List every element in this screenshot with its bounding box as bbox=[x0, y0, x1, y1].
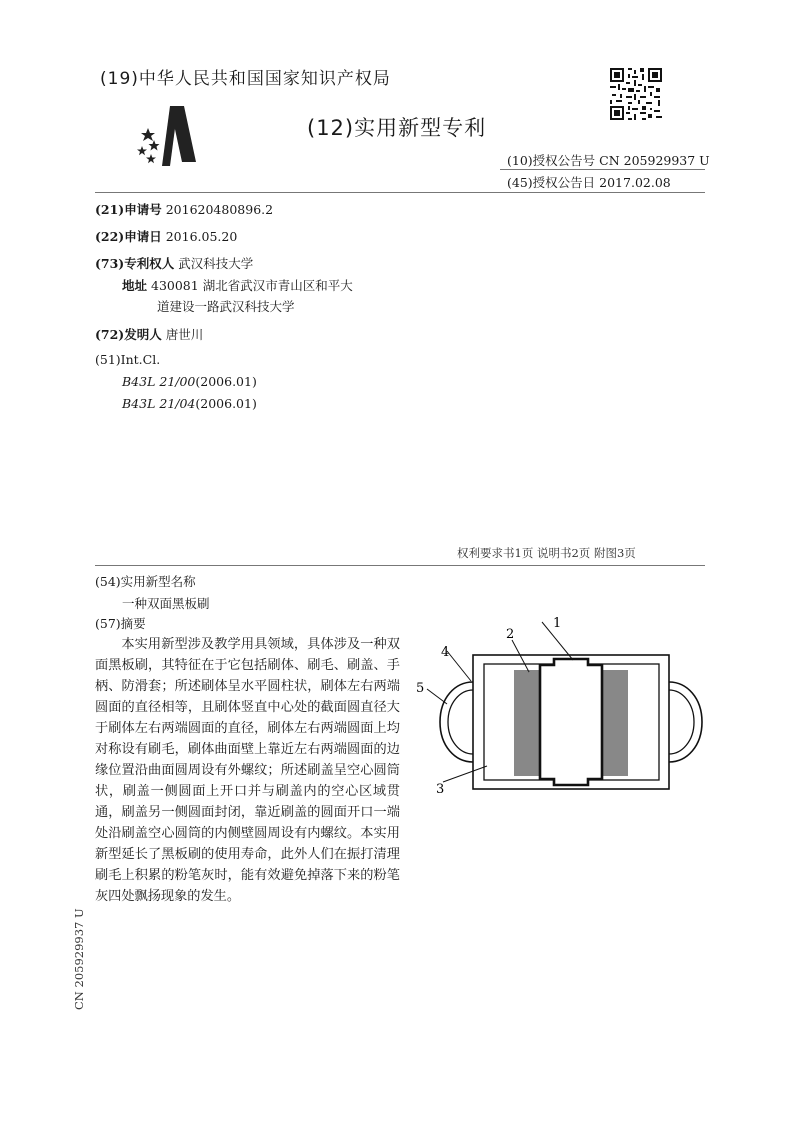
label-3: 3 bbox=[436, 782, 445, 797]
publication-number-label: (10)授权公告号 bbox=[507, 153, 596, 168]
ipc-version: (2006.01) bbox=[195, 374, 257, 389]
leader-line-5 bbox=[427, 689, 447, 704]
handle-right bbox=[669, 682, 702, 762]
address-label: 地址 bbox=[122, 278, 148, 293]
publication-date-label: (45)授权公告日 bbox=[507, 175, 596, 190]
patentee: 武汉科技大学 bbox=[178, 256, 254, 271]
cnipa-logo-icon bbox=[132, 102, 212, 172]
int-cl-label: (51)Int.Cl. bbox=[95, 352, 161, 367]
brush-body bbox=[540, 659, 602, 785]
inventor-row bbox=[95, 325, 203, 343]
address-line-1: 430081 湖北省武汉市青山区和平大 bbox=[151, 278, 353, 293]
abstract-text: 本实用新型涉及教学用具领域，具体涉及一种双面黑板刷，其特征在于它包括刷体、刷毛、刷盖、手柄、防滑套；所述刷体呈水平圆柱状，刷体左右两端圆面的直径相等，且刷体竖直中心处的截面圆直径大于刷体左右两端圆面的直径，刷体左右两端圆面上均对称设有刷毛，刷体曲面壁上靠近左右两端圆面的边缘位置沿曲面圆周设有外螺纹；所述刷盖呈空心圆筒状，刷盖一侧圆面上开口并与刷盖内的空心区域贯通，刷盖另一侧圆面封闭，靠近刷盖的圆面开口一端处沿刷盖空心圆筒的内侧壁圆周设有内螺纹。本实用新型延长了黑板刷的使用寿命，此外人们在振打清理刷毛上积累的粉笔灰时，能有效避免掉落下来的粉笔灰四处飘扬现象的发生。 bbox=[95, 637, 400, 904]
application-date: 2016.05.20 bbox=[165, 229, 238, 244]
ipc-entry bbox=[122, 396, 257, 411]
qr-code-icon bbox=[610, 68, 662, 120]
application-date-label: (22)申请日 bbox=[95, 229, 162, 244]
address-row bbox=[122, 276, 353, 294]
application-number-label: (21)申请号 bbox=[95, 202, 162, 217]
abstract-figure bbox=[410, 610, 710, 800]
publication-date: 2017.02.08 bbox=[599, 175, 671, 190]
leader-line-3 bbox=[443, 766, 487, 782]
side-publication-number: CN 205929937 U bbox=[72, 908, 86, 1010]
publication-number: CN 205929937 U bbox=[599, 153, 710, 168]
leader-line-4 bbox=[447, 651, 471, 681]
inventor-label: (72)发明人 bbox=[95, 327, 162, 342]
anti-slip-sleeve-left bbox=[448, 690, 473, 754]
ipc-entry bbox=[122, 374, 257, 389]
office-name: (19)中华人民共和国国家知识产权局 bbox=[100, 69, 391, 89]
bristles-right bbox=[602, 671, 628, 775]
application-number: 201620480896.2 bbox=[165, 202, 274, 217]
application-date-row bbox=[95, 227, 237, 245]
divider bbox=[500, 169, 705, 170]
utility-title-label: (54)实用新型名称 bbox=[95, 574, 196, 589]
publication-number-row bbox=[507, 151, 710, 169]
abstract-label: (57)摘要 bbox=[95, 616, 146, 631]
application-number-row bbox=[95, 200, 273, 218]
handle-left bbox=[440, 682, 473, 762]
label-4: 4 bbox=[441, 645, 450, 660]
leader-line-2 bbox=[512, 640, 529, 672]
anti-slip-sleeve-right bbox=[669, 690, 694, 754]
page-count-info: 权利要求书1页 说明书2页 附图3页 bbox=[457, 546, 636, 560]
ipc-version: (2006.01) bbox=[195, 396, 257, 411]
label-2: 2 bbox=[506, 627, 515, 642]
bristles-left bbox=[514, 671, 540, 775]
ipc-code: B43L 21/00 bbox=[122, 374, 196, 389]
patentee-row bbox=[95, 254, 253, 272]
label-5: 5 bbox=[416, 681, 425, 696]
publication-date-row bbox=[507, 173, 671, 191]
address-line-2: 道建设一路武汉科技大学 bbox=[157, 299, 295, 314]
inventor: 唐世川 bbox=[165, 327, 204, 342]
ipc-code: B43L 21/04 bbox=[122, 396, 196, 411]
divider bbox=[95, 565, 705, 566]
divider bbox=[95, 192, 705, 193]
label-1: 1 bbox=[553, 616, 562, 631]
utility-title: 一种双面黑板刷 bbox=[122, 596, 210, 611]
patent-kind-title: (12)实用新型专利 bbox=[307, 116, 487, 140]
patentee-label: (73)专利权人 bbox=[95, 256, 175, 271]
